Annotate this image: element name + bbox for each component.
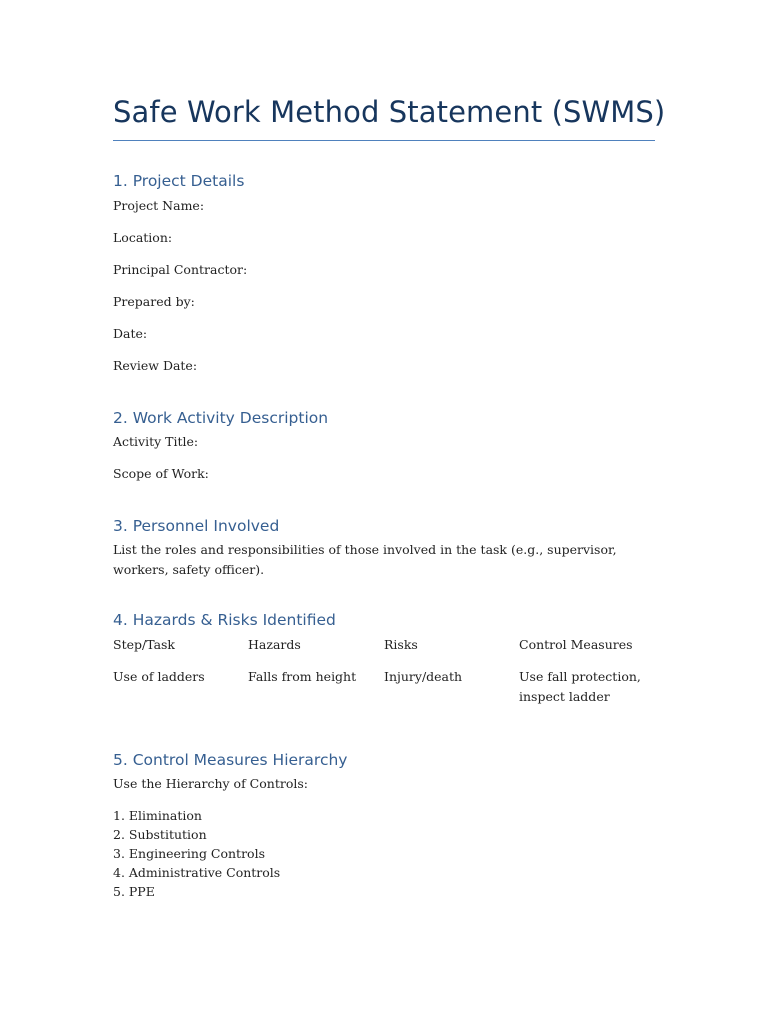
field-date: Date: (113, 326, 148, 341)
section-heading-control-hierarchy: 5. Control Measures Hierarchy (113, 751, 348, 769)
field-location: Location: (113, 230, 173, 245)
field-prepared-by: Prepared by: (113, 294, 195, 309)
section-heading-personnel: 3. Personnel Involved (113, 517, 280, 535)
list-item: 2. Substitution (113, 827, 207, 842)
list-item: 5. PPE (113, 884, 155, 899)
table-header-cell: Control Measures (519, 637, 633, 652)
section-heading-hazards: 4. Hazards & Risks Identified (113, 611, 336, 629)
table-cell: Use fall protection, inspect ladder (519, 669, 641, 704)
table-cell: Use of ladders (113, 669, 205, 684)
section-heading-project-details: 1. Project Details (113, 172, 245, 190)
document-title: Safe Work Method Statement (SWMS) (113, 95, 666, 129)
list-item: 4. Administrative Controls (113, 865, 281, 880)
field-principal-contractor: Principal Contractor: (113, 262, 248, 277)
field-scope-of-work: Scope of Work: (113, 466, 209, 481)
list-item: 1. Elimination (113, 808, 202, 823)
section-heading-work-activity: 2. Work Activity Description (113, 409, 329, 427)
table-cell: Injury/death (384, 669, 463, 684)
table-header-cell: Hazards (248, 637, 301, 652)
personnel-description: List the roles and responsibilities of those involved in the task (e.g., supervisor, workers, safety officer). (113, 542, 617, 577)
field-activity-title: Activity Title: (113, 434, 199, 449)
table-header-cell: Risks (384, 637, 418, 652)
field-project-name: Project Name: (113, 198, 205, 213)
title-underline (113, 140, 655, 141)
hierarchy-intro: Use the Hierarchy of Controls: (113, 776, 308, 791)
table-cell: Falls from height (248, 669, 357, 684)
field-review-date: Review Date: (113, 358, 198, 373)
list-item: 3. Engineering Controls (113, 846, 265, 861)
table-header-cell: Step/Task (113, 637, 176, 652)
